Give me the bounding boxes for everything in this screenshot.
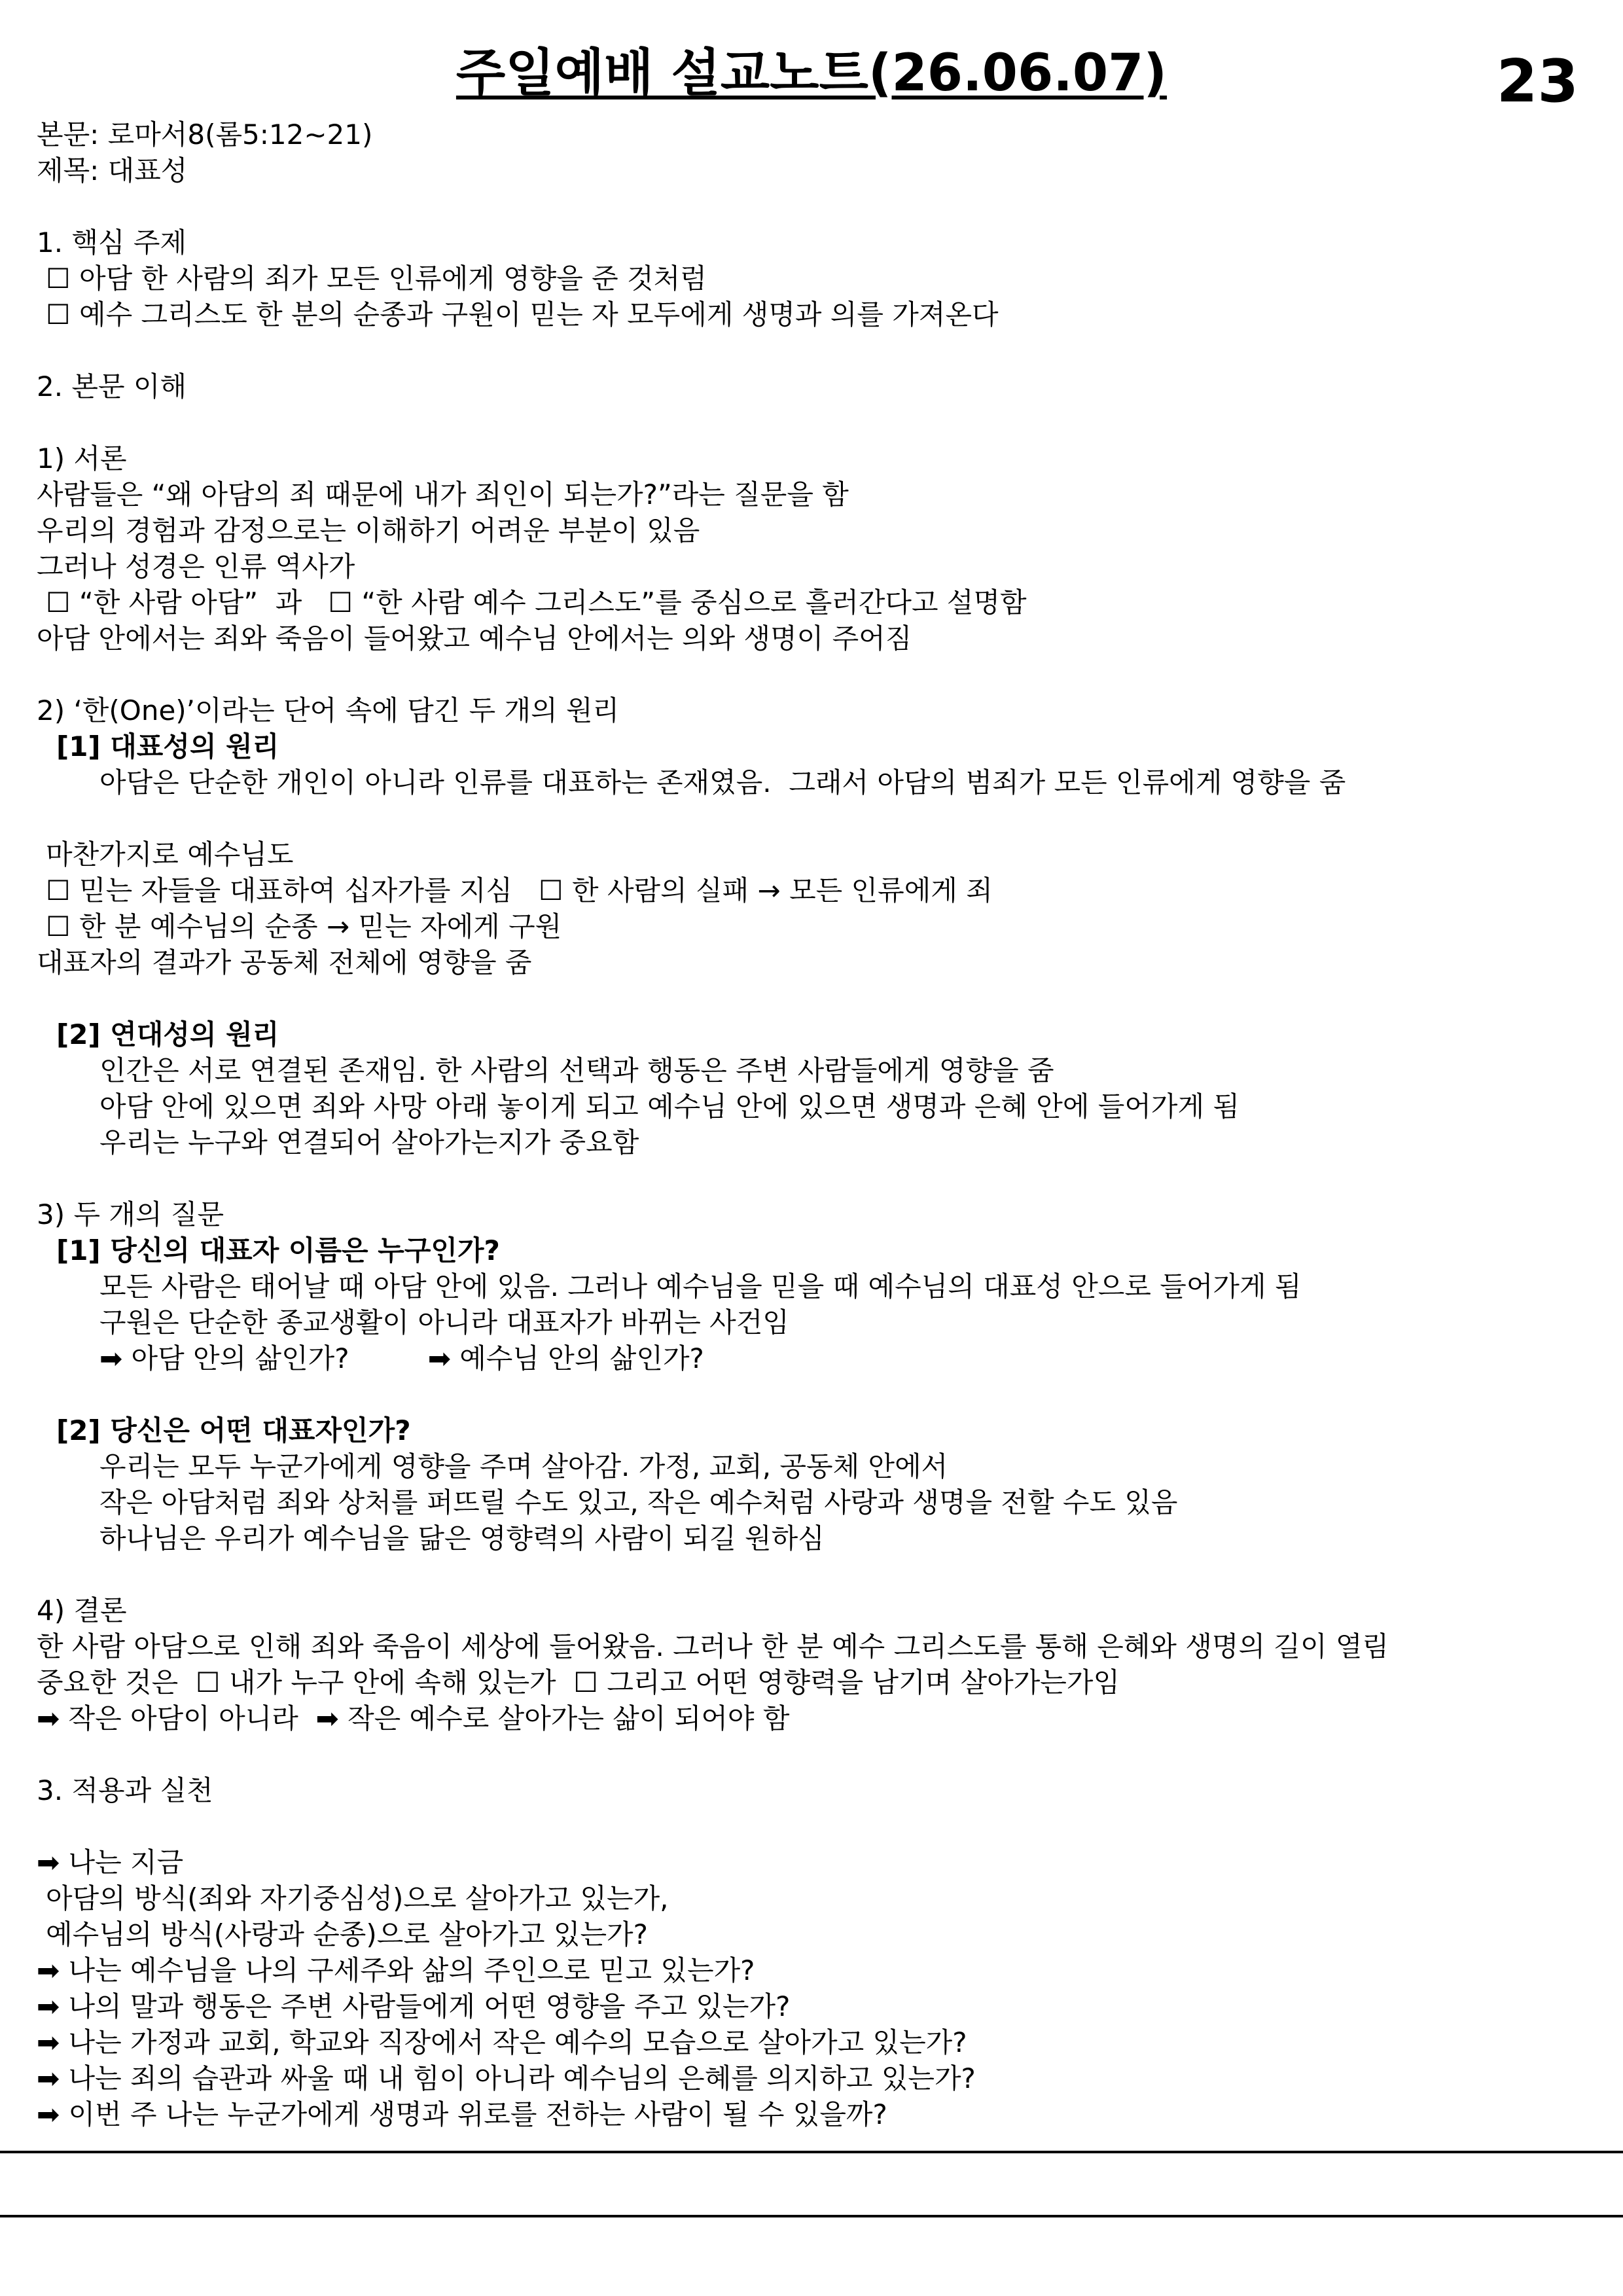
intro-line: 사람들은 “왜 아담의 죄 때문에 내가 죄인이 되는가?”라는 질문을 함 (37, 478, 849, 511)
principle2-line: 아담 안에 있으면 죄와 사망 아래 놓이게 되고 예수님 안에 있으면 생명과 은혜 안에 들어가게 됨 (99, 1090, 1240, 1122)
spacer (37, 656, 1594, 692)
spacer (37, 800, 1594, 836)
application-item: ➡ 나는 가정과 교회, 학교와 직장에서 작은 예수의 모습으로 살아가고 있는가? (37, 2026, 967, 2058)
application-item: ➡ 나는 지금 (37, 1846, 184, 1878)
application-item: ➡ 나의 말과 행동은 주변 사람들에게 어떤 영향을 주고 있는가? (37, 1990, 791, 2022)
spacer (37, 980, 1594, 1016)
page-title (0, 41, 1623, 106)
application-sub: 예수님의 방식(사랑과 순종)으로 살아가고 있는가? (46, 1918, 648, 1950)
title-text: 주일예배 설교노트(26.06.07) (455, 44, 1168, 103)
question1-heading: [1] 당신의 대표자 이름은 누구인가? (56, 1234, 500, 1266)
sermon-title: 제목: 대표성 (37, 154, 188, 187)
question2-line: 하나님은 우리가 예수님을 닮은 영향력의 사람이 되길 원하심 (99, 1522, 825, 1554)
principles-heading: 2) ‘한(One)’이라는 단어 속에 담긴 두 개의 원리 (37, 694, 620, 726)
intro-line: ☐ “한 사람 아담” 과 ☐ “한 사람 예수 그리스도”를 중심으로 흘러간다고 설명함 (46, 586, 1027, 619)
question2-heading: [2] 당신은 어떤 대표자인가? (56, 1414, 411, 1446)
spacer (37, 1736, 1594, 1772)
section1-line: ☐ 예수 그리스도 한 분의 순종과 구원이 믿는 자 모두에게 생명과 의를 가져온다 (46, 298, 999, 331)
question2-line: 우리는 모두 누군가에게 영향을 주며 살아감. 가정, 교회, 공동체 안에서 (99, 1450, 948, 1482)
principle1-sub: 마찬가지로 예수님도 (46, 838, 294, 870)
spacer (37, 1376, 1594, 1412)
principle1-heading: [1] 대표성의 원리 (56, 730, 279, 762)
section2-heading: 2. 본문 이해 (37, 370, 187, 403)
sermon-notes (37, 117, 1594, 2132)
divider-line (0, 2151, 1623, 2153)
conclusion-line: 한 사람 아담으로 인해 죄와 죽음이 세상에 들어왔음. 그러나 한 분 예수 그리스도를 통해 은혜와 생명의 길이 열림 (37, 1630, 1389, 1662)
question1-line: 모든 사람은 태어날 때 아담 안에 있음. 그러나 예수님을 믿을 때 예수님의 대표성 안으로 들어가게 됨 (99, 1270, 1302, 1302)
section3-heading: 3. 적용과 실천 (37, 1774, 213, 1806)
spacer (37, 188, 1594, 224)
question2-line: 작은 아담처럼 죄와 상처를 퍼뜨릴 수도 있고, 작은 예수처럼 사랑과 생명을 전할 수도 있음 (99, 1486, 1178, 1518)
question1-line: 구원은 단순한 종교생활이 아니라 대표자가 바뀌는 사건임 (99, 1306, 789, 1338)
spacer (37, 1160, 1594, 1196)
principle1-sub: ☐ 한 분 예수님의 순종 → 믿는 자에게 구원 (46, 910, 562, 942)
intro-line: 아담 안에서는 죄와 죽음이 들어왔고 예수님 안에서는 의와 생명이 주어짐 (37, 622, 912, 655)
principle2-line: 우리는 누구와 연결되어 살아가는지가 중요함 (99, 1126, 639, 1158)
spacer (37, 332, 1594, 368)
principle2-heading: [2] 연대성의 원리 (56, 1018, 279, 1050)
application-sub: 아담의 방식(죄와 자기중심성)으로 살아가고 있는가, (46, 1882, 669, 1914)
passage: 본문: 로마서8(롬5:12~21) (37, 118, 373, 151)
principle2-line: 인간은 서로 연결된 존재임. 한 사람의 선택과 행동은 주변 사람들에게 영향을 줌 (99, 1054, 1054, 1086)
application-item: ➡ 나는 죄의 습관과 싸울 때 내 힘이 아니라 예수님의 은혜를 의지하고 있는가? (37, 2062, 976, 2094)
intro-heading: 1) 서론 (37, 442, 127, 475)
principle1-conclusion: 대표자의 결과가 공동체 전체에 영향을 줌 (37, 946, 532, 978)
spacer (37, 1808, 1594, 1844)
application-item: ➡ 이번 주 나는 누군가에게 생명과 위로를 전하는 사람이 될 수 있을까? (37, 2098, 887, 2130)
section1-heading: 1. 핵심 주제 (37, 226, 187, 259)
intro-line: 우리의 경험과 감정으로는 이해하기 어려운 부분이 있음 (37, 514, 700, 547)
divider-line (0, 2215, 1623, 2217)
spacer (37, 1556, 1594, 1592)
page-number: 23 (1496, 47, 1578, 116)
principle1-line: 아담은 단순한 개인이 아니라 인류를 대표하는 존재였음. 그래서 아담의 범죄가 모든 인류에게 영향을 줌 (99, 766, 1346, 798)
principle1-sub: ☐ 믿는 자들을 대표하여 십자가를 지심 ☐ 한 사람의 실패 → 모든 인류에게 죄 (46, 874, 993, 906)
conclusion-line: 중요한 것은 ☐ 내가 누구 안에 속해 있는가 ☐ 그리고 어떤 영향력을 남기며 살아가는가임 (37, 1666, 1120, 1698)
spacer (37, 404, 1594, 440)
application-item: ➡ 나는 예수님을 나의 구세주와 삶의 주인으로 믿고 있는가? (37, 1954, 755, 1986)
conclusion-heading: 4) 결론 (37, 1594, 127, 1626)
conclusion-line: ➡ 작은 아담이 아니라 ➡ 작은 예수로 살아가는 삶이 되어야 함 (37, 1702, 790, 1734)
section1-line: ☐ 아담 한 사람의 죄가 모든 인류에게 영향을 준 것처럼 (46, 262, 707, 295)
question1-line: ➡ 아담 안의 삶인가? ➡ 예수님 안의 삶인가? (99, 1342, 704, 1374)
questions-heading: 3) 두 개의 질문 (37, 1198, 224, 1230)
intro-line: 그러나 성경은 인류 역사가 (37, 550, 355, 583)
